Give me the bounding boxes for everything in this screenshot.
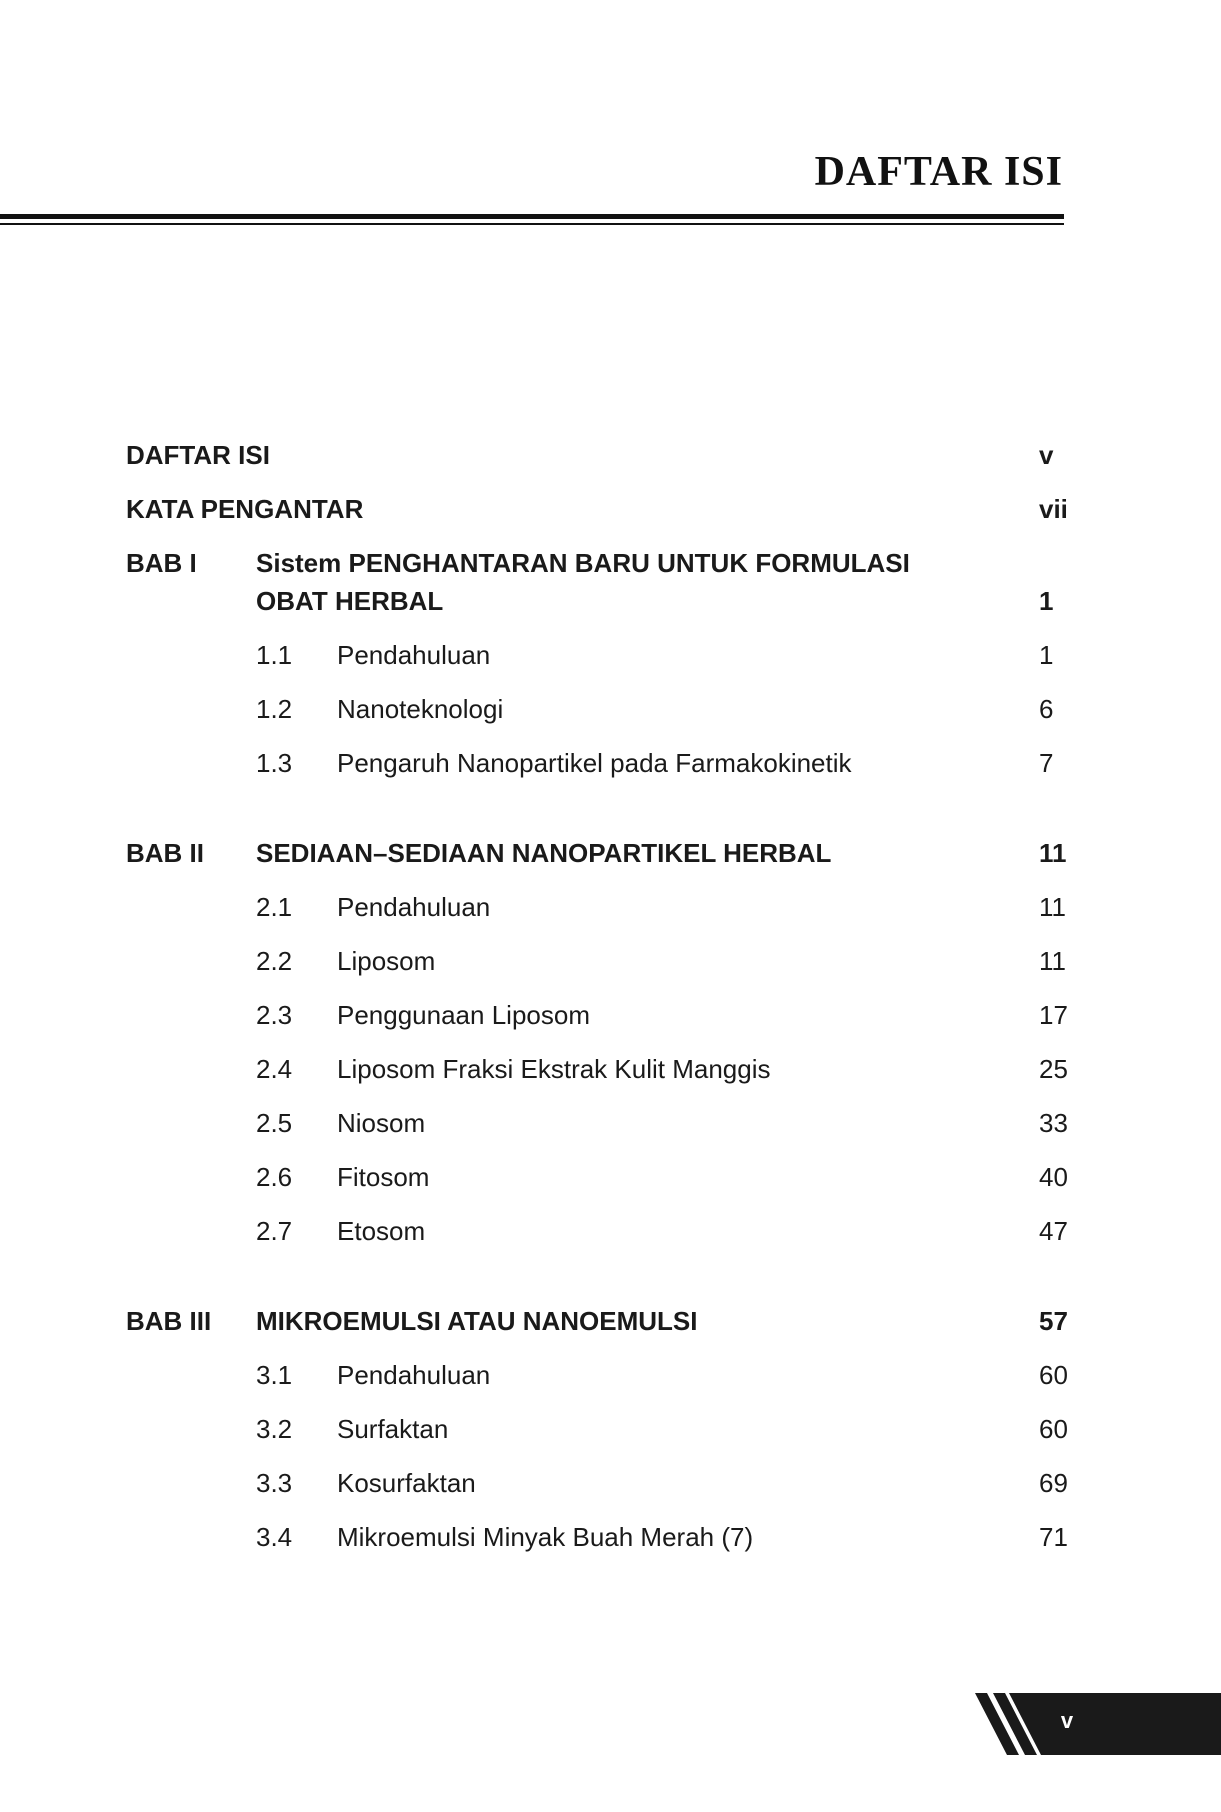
toc-entry-daftar-isi[interactable] (126, 440, 1076, 494)
section-page: 60 (1039, 1414, 1068, 1444)
chapter-label: BAB II (126, 838, 204, 868)
section-page: 47 (1039, 1216, 1068, 1246)
section-number: 3.1 (256, 1360, 293, 1390)
chapter-label: BAB III (126, 1306, 212, 1336)
chapter-page: 11 (1039, 838, 1067, 868)
section-number: 3.2 (256, 1414, 293, 1444)
table-of-contents (126, 440, 1076, 1576)
section-title: Kosurfaktan (337, 1468, 476, 1498)
toc-section[interactable] (126, 1054, 1076, 1108)
section-title: Liposom Fraksi Ekstrak Kulit Manggis (337, 1054, 771, 1084)
toc-section[interactable] (126, 1000, 1076, 1054)
toc-section[interactable] (126, 946, 1076, 1000)
section-number: 3.3 (256, 1468, 293, 1498)
section-title: Nanoteknologi (337, 694, 504, 724)
toc-section[interactable] (126, 1216, 1076, 1270)
chapter-title: MIKROEMULSI ATAU NANOEMULSI (256, 1306, 698, 1336)
section-title: Etosom (337, 1216, 426, 1246)
toc-entry-label: DAFTAR ISI (126, 440, 270, 470)
section-number: 3.4 (256, 1522, 293, 1552)
section-page: 40 (1039, 1162, 1068, 1192)
title-rule-thick (0, 214, 1064, 219)
toc-entry-page: v (1039, 440, 1054, 470)
chapter-title: SEDIAAN–SEDIAAN NANOPARTIKEL HERBAL (256, 838, 832, 868)
section-number: 2.7 (256, 1216, 293, 1246)
section-page: 1 (1039, 640, 1054, 670)
chapter-gap (126, 802, 1076, 838)
section-page: 69 (1039, 1468, 1068, 1498)
section-title: Surfaktan (337, 1414, 449, 1444)
title-rule-thin (0, 223, 1064, 225)
toc-chapter-bab-i-cont[interactable] (126, 586, 1076, 640)
toc-section[interactable] (126, 1108, 1076, 1162)
section-title: Penggunaan Liposom (337, 1000, 590, 1030)
toc-section[interactable] (126, 1360, 1076, 1414)
section-number: 2.3 (256, 1000, 293, 1030)
toc-section[interactable] (126, 1162, 1076, 1216)
toc-entry-kata-pengantar[interactable] (126, 494, 1076, 548)
chapter-title-line2: OBAT HERBAL (256, 586, 444, 616)
section-number: 1.3 (256, 748, 293, 778)
section-page: 7 (1039, 748, 1054, 778)
toc-section[interactable] (126, 1522, 1076, 1576)
footer-slash-graphic (975, 1693, 1221, 1755)
section-number: 1.2 (256, 694, 293, 724)
footer-page-number: v (1060, 1708, 1074, 1733)
toc-entry-page: vii (1039, 494, 1068, 524)
section-title: Pendahuluan (337, 892, 491, 922)
section-number: 2.4 (256, 1054, 293, 1084)
section-title: Liposom (337, 946, 436, 976)
toc-section[interactable] (126, 1414, 1076, 1468)
toc-section[interactable] (126, 748, 1076, 802)
section-number: 1.1 (256, 640, 293, 670)
chapter-page: 57 (1039, 1306, 1068, 1336)
toc-chapter-bab-ii[interactable] (126, 838, 1076, 892)
toc-section[interactable] (126, 1468, 1076, 1522)
section-page: 11 (1039, 892, 1066, 922)
section-number: 2.6 (256, 1162, 293, 1192)
chapter-title-line1: Sistem PENGHANTARAN BARU UNTUK FORMULASI (256, 548, 910, 578)
toc-chapter-bab-iii[interactable] (126, 1306, 1076, 1360)
section-page: 60 (1039, 1360, 1068, 1390)
section-page: 6 (1039, 694, 1054, 724)
section-title: Niosom (337, 1108, 426, 1138)
section-page: 33 (1039, 1108, 1068, 1138)
toc-section[interactable] (126, 694, 1076, 748)
toc-chapter-bab-i[interactable] (126, 548, 1076, 586)
chapter-label: BAB I (126, 548, 197, 578)
toc-section[interactable] (126, 892, 1076, 946)
section-title: Pendahuluan (337, 1360, 491, 1390)
toc-section[interactable] (126, 640, 1076, 694)
page-title: DAFTAR ISI (814, 149, 1063, 195)
section-title: Mikroemulsi Minyak Buah Merah (7) (337, 1522, 754, 1552)
section-number: 2.5 (256, 1108, 293, 1138)
section-number: 2.1 (256, 892, 293, 922)
section-title: Pengaruh Nanopartikel pada Farmakokinetik (337, 748, 852, 778)
chapter-page: 1 (1039, 586, 1054, 616)
footer-page-tab (975, 1693, 1221, 1755)
section-number: 2.2 (256, 946, 293, 976)
chapter-gap (126, 1270, 1076, 1306)
section-page: 71 (1039, 1522, 1068, 1552)
section-page: 17 (1039, 1000, 1068, 1030)
section-title: Pendahuluan (337, 640, 491, 670)
section-title: Fitosom (337, 1162, 430, 1192)
section-page: 25 (1039, 1054, 1068, 1084)
toc-entry-label: KATA PENGANTAR (126, 494, 364, 524)
section-page: 11 (1039, 946, 1066, 976)
